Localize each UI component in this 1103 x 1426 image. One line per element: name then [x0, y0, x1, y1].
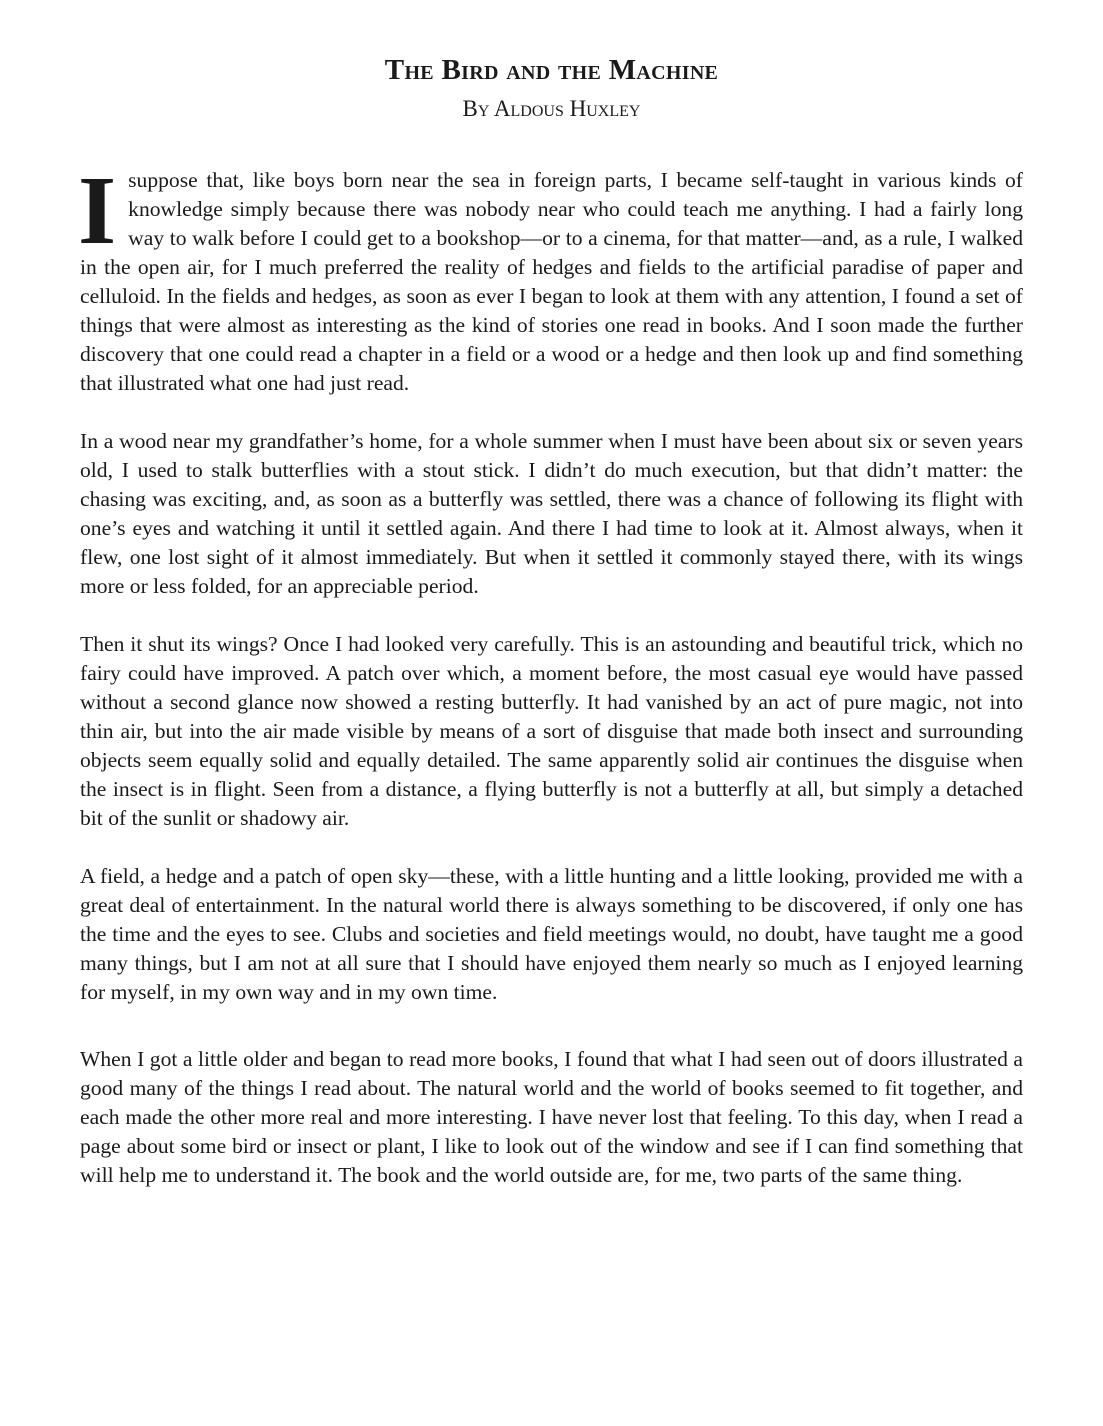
document-page [78, 0, 1023, 1187]
paragraph-2: In a wood near my grandfather’s home, for a whole summer when I must have been about six or seven years old, I used to stalk butterflies with a stout stick. I didn’t do much execution, but that didn’t matter: the chasing was exciting, and, as soon as a butterfly was settled, there was a chance of following its flight with one’s eyes and watching it until it settled again. And there I had time to look at it. Almost always, when it flew, one lost sight of it almost immediately. But when it settled it commonly stayed there, with its wings more or less folded, for an appreciable period. [80, 429, 1023, 598]
article-body [78, 157, 1023, 1219]
author-byline: By Aldous Huxley [462, 96, 641, 121]
drop-cap: I [78, 157, 117, 265]
paragraph-1-text: suppose that, like boys born near the sea in foreign parts, I became self-taught in various kinds of knowledge simply because there was nobody near who could teach me anything. I had a fairly long way to walk before I could get to a bookshop—or to a cinema, for that matter—and, as a rule, I walked in the open air, for I much preferred the reality of hedges and fields to the artificial paradise of paper and celluloid. In the fields and hedges, as soon as ever I began to look at them with any attention, I found a set of things that were almost as interesting as the kind of stories one read in books. And I soon made the further discovery that one could read a chapter in a field or a wood or a hedge and then look up and find something that illustrated what one had just read. [80, 168, 1023, 395]
document-title: The Bird and the Machine [384, 54, 719, 86]
paragraph-4: A field, a hedge and a patch of open sky—these, with a little hunting and a little looking, provided me with a great deal of entertainment. In the natural world there is always something to be discovered, if only one has the time and the eyes to see. Clubs and societies and field meetings would, no doubt, have taught me a good many things, but I am not at all sure that I should have enjoyed them nearly so much as I enjoyed learning for myself, in my own way and in my own time. [80, 864, 1023, 1004]
paragraph-1 [78, 157, 1023, 398]
paragraph-3: Then it shut its wings? Once I had looked very carefully. This is an astounding and beautiful trick, which no fairy could have improved. A patch over which, a moment before, the most casual eye would have passed without a second glance now showed a resting butterfly. It had vanished by an act of pure magic, not into thin air, but into the air made visible by means of a sort of disguise that made both insect and surrounding objects seem equally solid and equally detailed. The same apparently solid air continues the disguise when the insect is in flight. Seen from a distance, a flying butterfly is not a butterfly at all, but simply a detached bit of the sunlit or shadowy air. [80, 632, 1023, 830]
paragraph-5: When I got a little older and began to read more books, I found that what I had seen out of doors illustrated a good many of the things I read about. The natural world and the world of books seemed to fit together, and each made the other more real and more interesting. I have never lost that feeling. To this day, when I read a page about some bird or insect or plant, I like to look out of the window and see if I can find something that will help me to understand it. The book and the world outside are, for me, two parts of the same thing. [80, 1047, 1023, 1187]
